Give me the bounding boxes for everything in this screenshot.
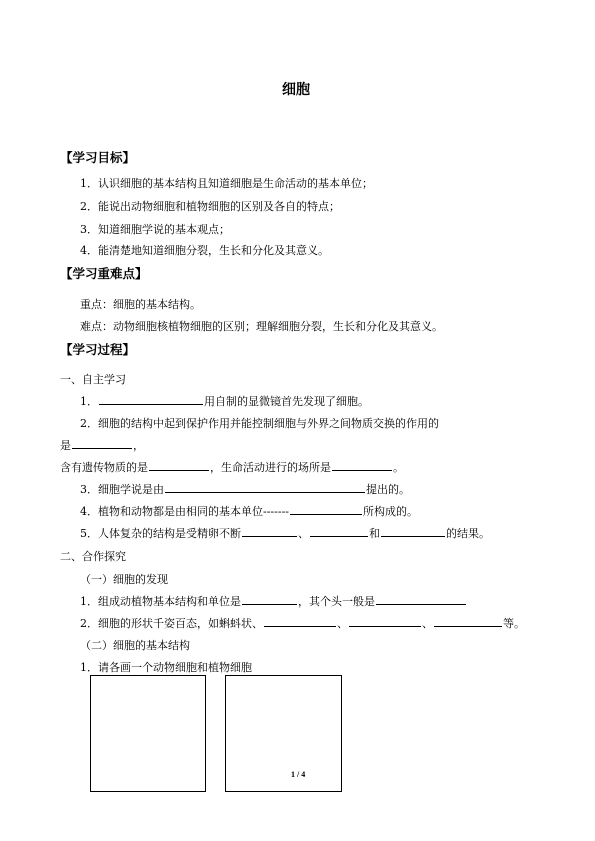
goals-heading: 【学习目标】 xyxy=(60,150,136,165)
q5-sep-2: 和 xyxy=(369,527,380,540)
q3-text-b: 提出的。 xyxy=(366,483,410,496)
page-number: 1 / 4 xyxy=(291,770,306,779)
q5-text-a: 5．人体复杂的结构是受精卵不断 xyxy=(80,527,241,540)
process-heading: 【学习过程】 xyxy=(60,342,136,357)
s1q2-text-b: 等。 xyxy=(503,617,525,630)
q1-blank[interactable] xyxy=(99,393,203,405)
s1q2-blank-1[interactable] xyxy=(264,615,336,627)
q2-blank-2[interactable] xyxy=(149,459,209,471)
s1q1-blank-1[interactable] xyxy=(242,593,297,605)
q5-blank-3[interactable] xyxy=(381,525,445,537)
q3-text-a: 3．细胞学说是由 xyxy=(80,483,164,496)
q3-blank[interactable] xyxy=(165,481,365,493)
s1q2-sep-2: 、 xyxy=(422,617,433,630)
section1-question-1 xyxy=(80,593,467,609)
question-4 xyxy=(80,503,418,519)
part1-title: 一、自主学习 xyxy=(60,373,126,386)
q2b-text-c: 。 xyxy=(393,461,404,474)
question-2b xyxy=(60,459,404,475)
q4-text-a: 4．植物和动物都是由相同的基本单位------- xyxy=(80,505,290,518)
q5-text-b: 的结果。 xyxy=(446,527,490,540)
goal-item-3: 3．知道细胞学说的基本观点； xyxy=(80,223,230,236)
animal-cell-drawing-box[interactable] xyxy=(90,675,206,792)
key-point: 重点：细胞的基本结构。 xyxy=(80,298,201,311)
subsection-1-title: （一）细胞的发现 xyxy=(80,573,168,586)
q5-blank-1[interactable] xyxy=(242,525,297,537)
part2-title: 二、合作探究 xyxy=(60,550,126,563)
q2b-text-b: ，生命活动进行的场所是 xyxy=(210,461,331,474)
s1q2-sep-1: 、 xyxy=(337,617,348,630)
subsection-2-title: （二）细胞的基本结构 xyxy=(80,639,190,652)
keypoints-heading: 【学习重难点】 xyxy=(60,266,148,281)
question-1 xyxy=(80,393,369,409)
q2-blank-1[interactable] xyxy=(72,437,132,449)
plant-cell-drawing-box[interactable] xyxy=(225,675,342,792)
goal-item-4: 4．能清楚地知道细胞分裂，生长和分化及其意义。 xyxy=(80,244,329,257)
s1q2-blank-3[interactable] xyxy=(434,615,502,627)
s1q2-text-a: 2．细胞的形状千姿百态，如蝌蚪状、 xyxy=(80,617,263,630)
q2-blank-3[interactable] xyxy=(332,459,392,471)
q5-sep-1: 、 xyxy=(298,527,309,540)
s1q1-blank-2[interactable] xyxy=(376,593,466,605)
q4-text-b: 所构成的。 xyxy=(363,505,419,518)
goal-item-1: 1．认识细胞的基本结构且知道细胞是生命活动的基本单位； xyxy=(80,177,373,190)
q2-end: ， xyxy=(133,439,144,452)
q4-blank[interactable] xyxy=(290,503,362,515)
question-2-cont xyxy=(60,437,144,453)
section2-question-1: 1．请各画一个动物细胞和植物细胞 xyxy=(80,661,252,674)
s1q1-text-a: 1．组成动植物基本结构和单位是 xyxy=(80,595,241,608)
section1-question-2 xyxy=(80,615,525,631)
page-title: 细胞 xyxy=(282,82,310,98)
question-3 xyxy=(80,481,410,497)
q5-blank-2[interactable] xyxy=(310,525,368,537)
question-2: 2．细胞的结构中起到保护作用并能控制细胞与外界之间物质交换的作用的 xyxy=(80,417,439,430)
question-5 xyxy=(80,525,490,541)
q2-cont-text: 是 xyxy=(60,439,71,452)
s1q2-blank-2[interactable] xyxy=(349,615,421,627)
goal-item-2: 2．能说出动物细胞和植物细胞的区别及各自的特点； xyxy=(80,200,340,213)
difficult-point: 难点：动物细胞核植物细胞的区别；理解细胞分裂，生长和分化及其意义。 xyxy=(80,320,443,333)
q1-number: 1． xyxy=(80,395,98,408)
q2b-text-a: 含有遗传物质的是 xyxy=(60,461,148,474)
q1-text: 用自制的显微镜首先发现了细胞。 xyxy=(204,395,369,408)
s1q1-text-b: ，其个头一般是 xyxy=(298,595,375,608)
